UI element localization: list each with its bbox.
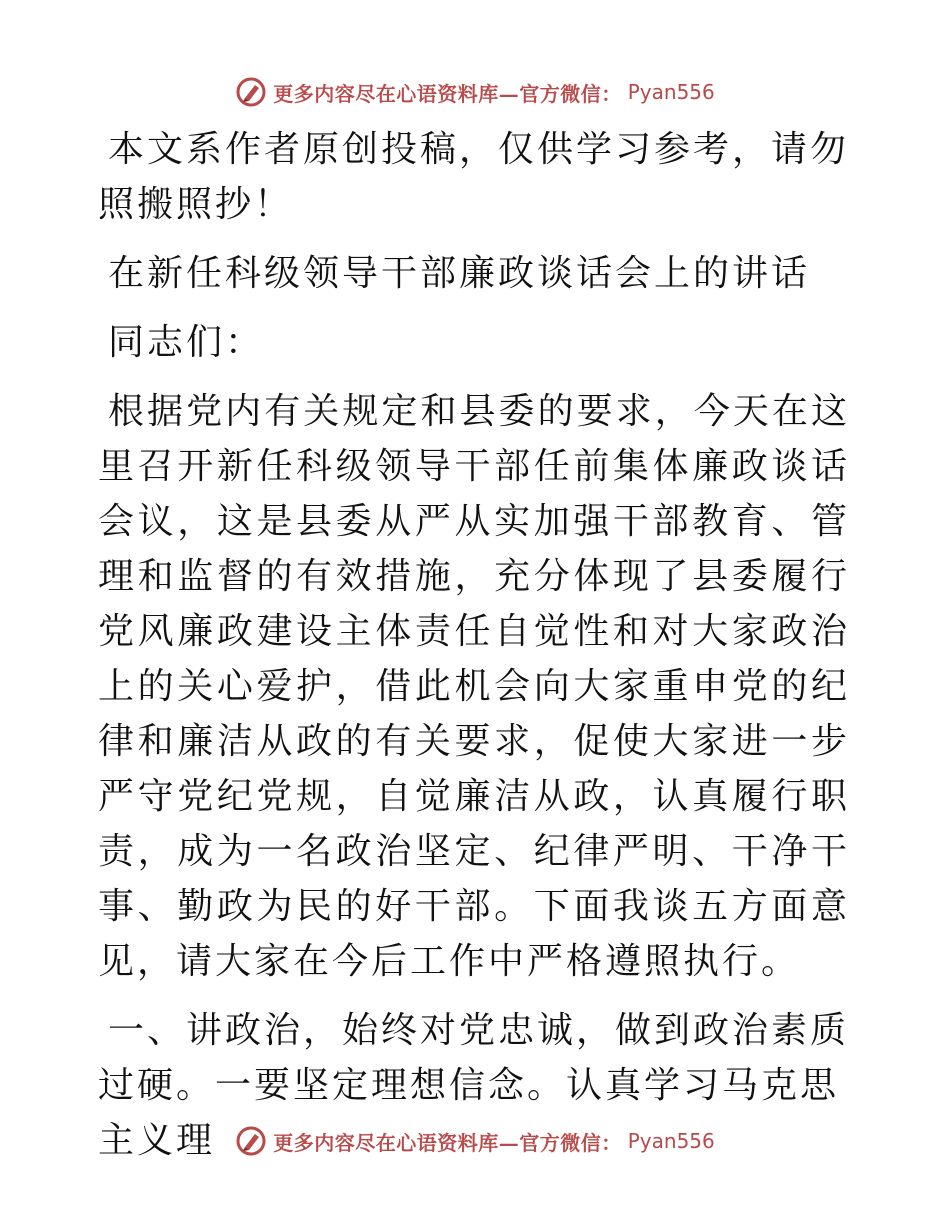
wechat-id: Pyan556 [627,1129,715,1153]
salutation: 同志们： [108,322,265,363]
speech-title: 在新任科级领导干部廉政谈话会上的讲话 [108,253,811,294]
watermark-text: 更多内容尽在心语资料库—官方微信： [273,1130,622,1155]
wechat-id: Pyan556 [627,80,715,104]
copyright-notice: 本文系作者原创投稿，仅供学习参考，请勿照搬照抄！ [98,129,850,225]
pen-nib-logo-icon [235,76,267,108]
pen-nib-logo-icon [235,1125,267,1157]
section-heading-one: 一、讲政治，始终对党忠诚，做到政治素质过硬。一要坚定理想信念。认真学习马克思主义理 [98,1010,850,1161]
document-body [98,122,850,1168]
header-watermark [0,72,950,112]
footer-watermark [0,1121,950,1161]
body-paragraph: 根据党内有关规定和县委的要求，今天在这里召开新任科级领导干部任前集体廉政谈话会议，这是县委从严从实加强干部教育、管理和监督的有效措施，充分体现了县委履行党风廉政建设主体责任自觉性和对大家政治上的关心爱护，借此机会向大家重申党的纪律和廉洁从政的有关要求，促使大家进一步严守党纪党规，自觉廉洁从政，认真履行职责，成为一名政治坚定、纪律严明、干净干事、勤政为民的好干部。下面我谈五方面意见，请大家在今后工作中严格遵照执行。 [98,391,850,982]
watermark-text: 更多内容尽在心语资料库—官方微信： [273,81,622,106]
